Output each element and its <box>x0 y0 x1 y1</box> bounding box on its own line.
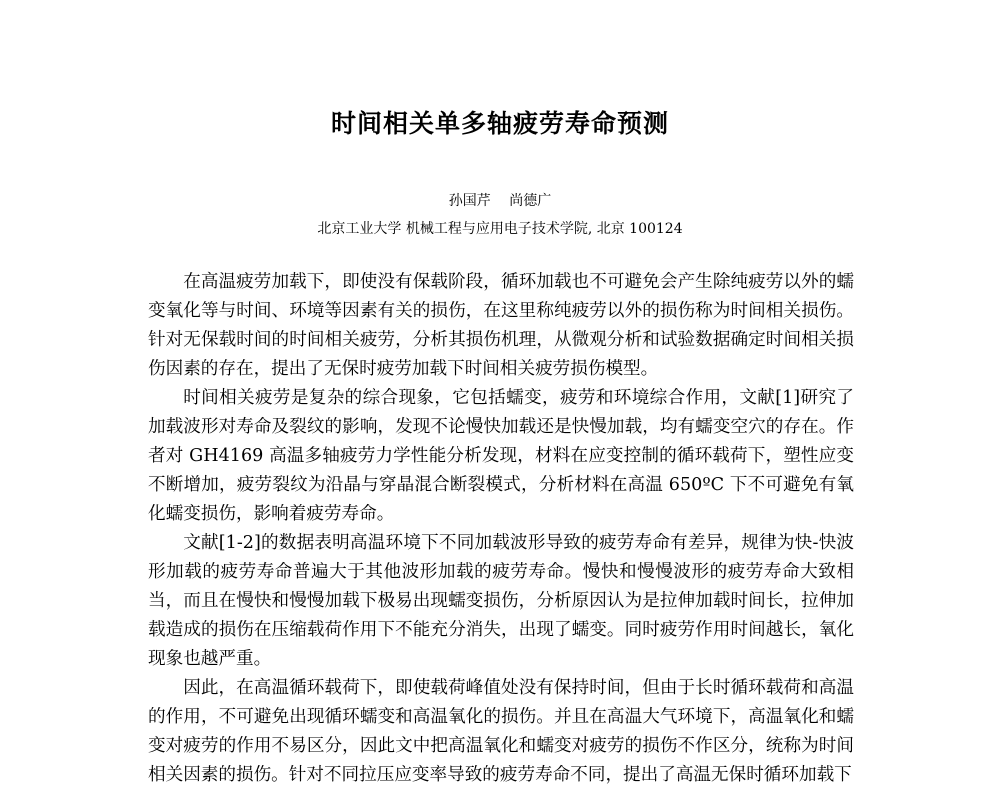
body-paragraph-2: 时间相关疲劳是复杂的综合现象，它包括蠕变，疲劳和环境综合作用，文献[1]研究了加载波形对寿命及裂纹的影响，发现不论慢快加载还是快慢加载，均有蠕变空穴的存在。作者对 GH4169 高温多轴疲劳力学性能分析发现，材料在应变控制的循环载荷下，塑性应变不断增加，疲劳裂纹为沿晶与穿晶混合断裂模式，分析材料在高温 650ºC 下不可避免有氧化蠕变损伤，影响着疲劳寿命。 <box>148 388 854 524</box>
paper-authors: 孙国芹 尚德广 <box>448 193 552 209</box>
body-paragraph-1: 在高温疲劳加载下，即使没有保载阶段，循环加载也不可避免会产生除纯疲劳以外的蠕变氧化等与时间、环境等因素有关的损伤，在这里称纯疲劳以外的损伤称为时间相关损伤。针对无保载时间的时间相关疲劳，分析其损伤机理，从微观分析和试验数据确定时间相关损伤因素的存在，提出了无保时疲劳加载下时间相关疲劳损伤模型。 <box>148 272 854 379</box>
body-paragraph-4: 因此，在高温循环载荷下，即使载荷峰值处没有保持时间，但由于长时循环载荷和高温的作用，不可避免出现循环蠕变和高温氧化的损伤。并且在高温大气环境下，高温氧化和蠕变对疲劳的作用不易区分，因此文中把高温氧化和蠕变对疲劳的损伤不作区分，统称为时间相关因素的损伤。针对不同拉压应变率导致的疲劳寿命不同，提出了高温无保时循环加载下 <box>148 678 854 785</box>
paper-title: 时间相关单多轴疲劳寿命预测 <box>330 109 669 138</box>
paper-affiliation: 北京工业大学 机械工程与应用电子技术学院, 北京 100124 <box>317 221 683 237</box>
body-paragraph-3: 文献[1-2]的数据表明高温环境下不同加载波形导致的疲劳寿命有差异，规律为快-快波形加载的疲劳寿命普遍大于其他波形加载的疲劳寿命。慢快和慢慢波形的疲劳寿命大致相当，而且在慢快和慢慢加载下极易出现蠕变损伤，分析原因认为是拉伸加载时间长，拉伸加载造成的损伤在压缩载荷作用下不能充分消失，出现了蠕变。同时疲劳作用时间越长，氧化现象也越严重。 <box>148 533 854 669</box>
paper-body <box>148 268 854 790</box>
